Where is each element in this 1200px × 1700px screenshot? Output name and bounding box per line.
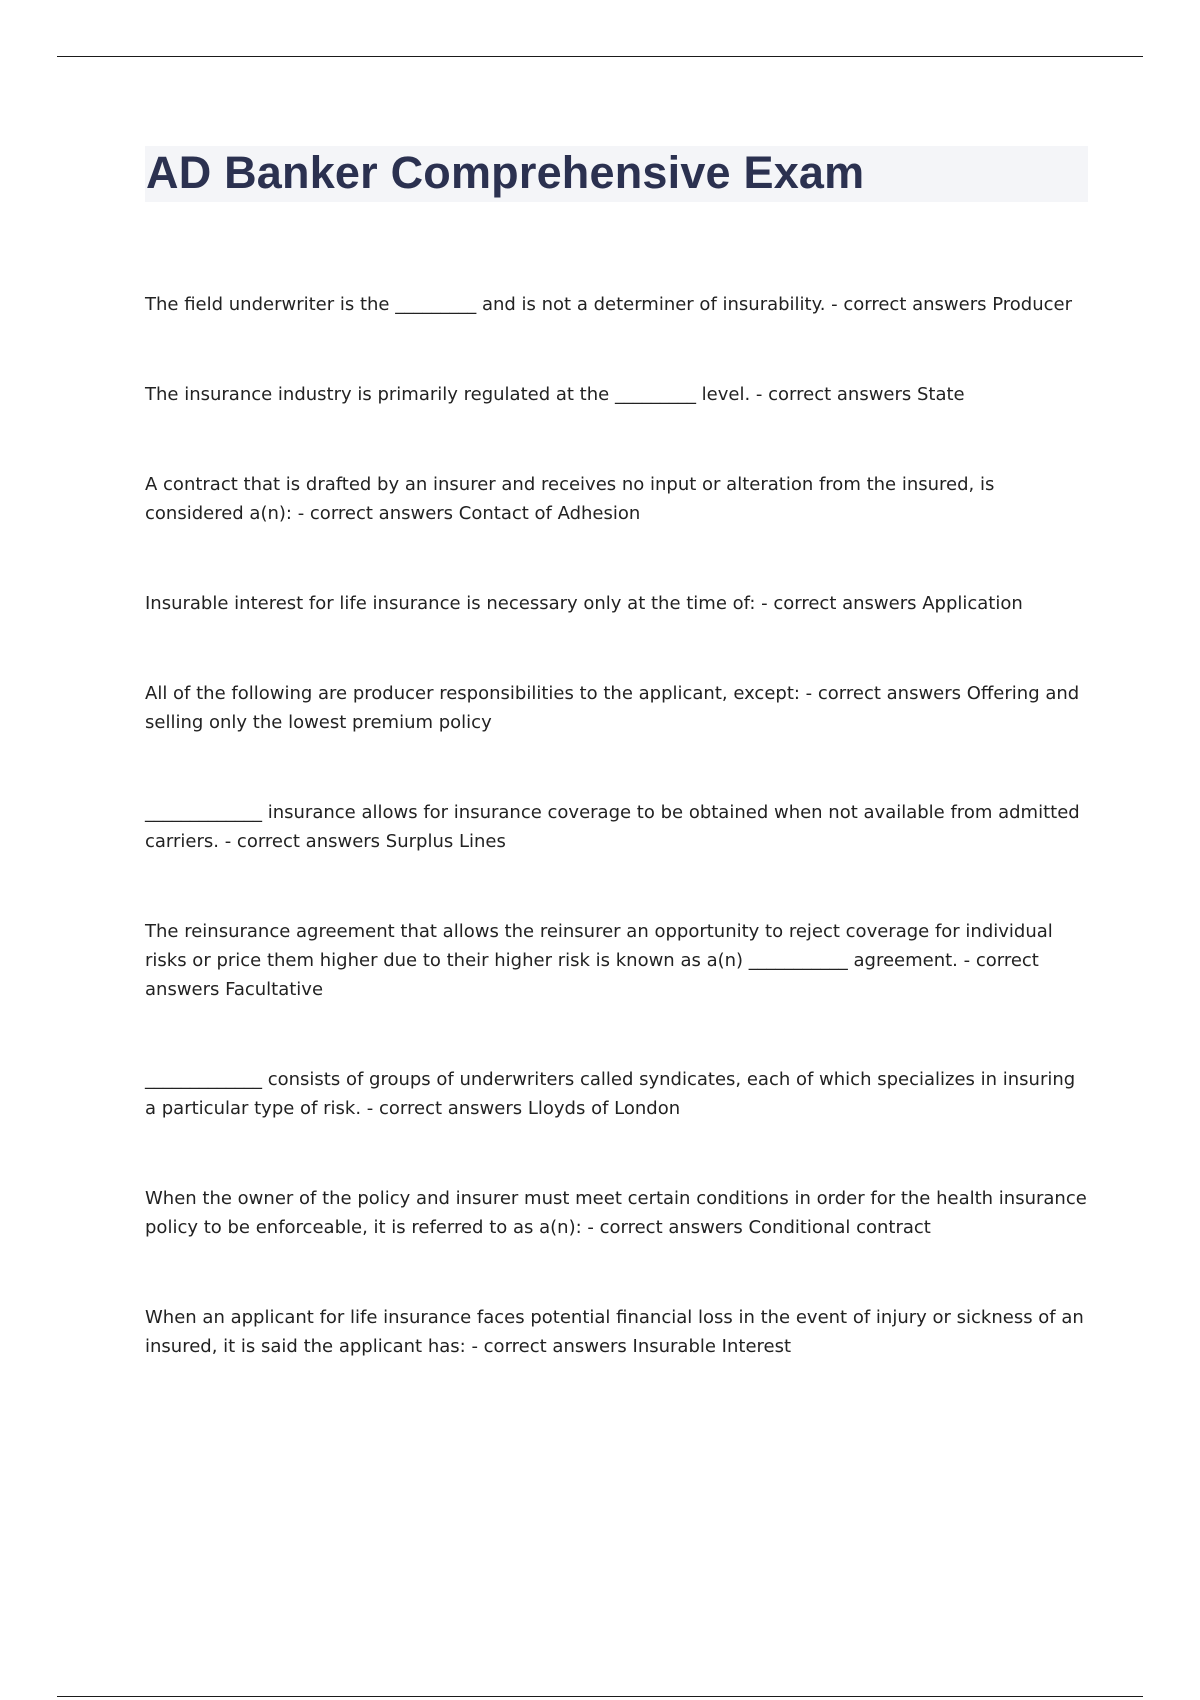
bottom-divider (57, 1696, 1143, 1697)
question-item: A contract that is drafted by an insurer and receives no input or alteration from the insured, is considered a(n): - correct answers Contact of Adhesion (145, 474, 995, 524)
question-list (145, 290, 1090, 1422)
question-item: The insurance industry is primarily regulated at the _________ level. - correct answers State (145, 384, 965, 405)
top-divider (57, 56, 1143, 57)
question-item: The reinsurance agreement that allows the reinsurer an opportunity to reject coverage for individual risks or price them higher due to their higher risk is known as a(n) ___________ agreement. - correct answers Facultative (145, 921, 1053, 1000)
page-title: AD Banker Comprehensive Exam (146, 147, 865, 198)
question-item: _____________ insurance allows for insurance coverage to be obtained when not available from admitted carriers. - correct answers Surplus Lines (145, 802, 1080, 852)
question-item: Insurable interest for life insurance is necessary only at the time of: - correct answers Application (145, 593, 1023, 614)
question-item: _____________ consists of groups of underwriters called syndicates, each of which specializes in insuring a particular type of risk. - correct answers Lloyds of London (145, 1069, 1076, 1119)
question-item: The field underwriter is the _________ and is not a determiner of insurability. - correct answers Producer (145, 294, 1072, 315)
question-item: When the owner of the policy and insurer must meet certain conditions in order for the health insurance policy to be enforceable, it is referred to as a(n): - correct answers Conditional contract (145, 1188, 1087, 1238)
question-item: All of the following are producer responsibilities to the applicant, except: - correct answers Offering and selling only the lowest premium policy (145, 683, 1080, 733)
question-item: When an applicant for life insurance faces potential financial loss in the event of injury or sickness of an insured, it is said the applicant has: - correct answers Insurable Interest (145, 1307, 1084, 1357)
